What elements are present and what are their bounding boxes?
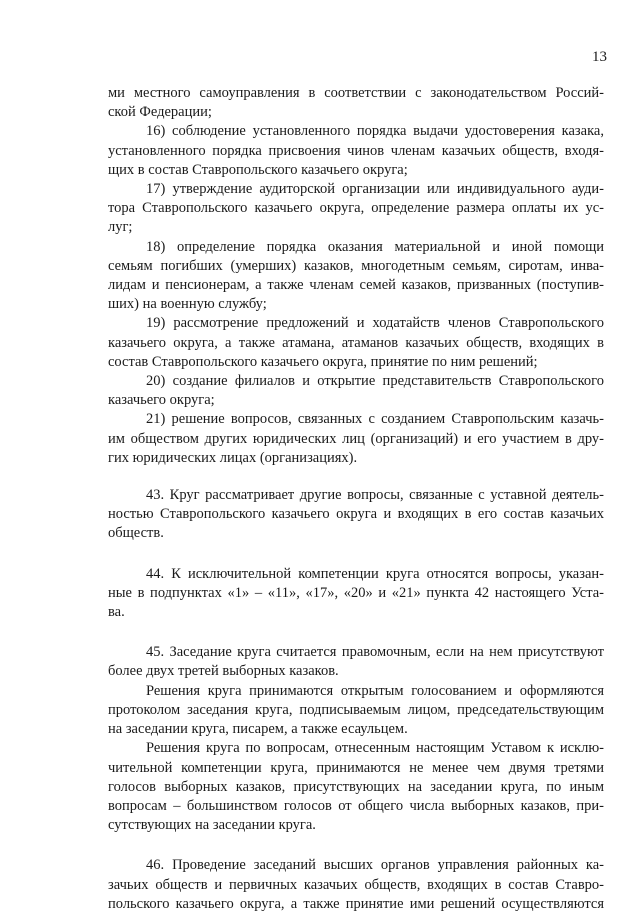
text-line: ные в подпунктах «1» – «11», «17», «20» и «21» пункта 42 настоящего Уста-	[108, 584, 604, 601]
clause-46	[108, 856, 604, 914]
text-line: щих в состав Ставропольского казачьего округа;	[108, 161, 408, 178]
text-line: Решения круга принимаются открытым голосованием и оформляются	[146, 682, 604, 699]
list-item-19	[108, 314, 604, 372]
clause-43	[108, 486, 604, 544]
text-line: луг;	[108, 219, 133, 236]
text-line: вопросам – большинством голосов от общего числа выборных казаков, при-	[108, 797, 604, 814]
text-line: казачьего округа, а также атамана, атаманов казачьих обществ, входящих в	[108, 334, 604, 351]
text-line: 19) рассмотрение предложений и ходатайств членов Ставропольского	[146, 315, 604, 332]
text-line: голосов выборных казаков, присутствующих на заседании круга, по иным	[108, 778, 604, 795]
text-line: зачьих обществ и первичных казачьих обществ, входящих в состав Ставро-	[108, 876, 604, 893]
list-item-17	[108, 180, 604, 238]
text-line: 45. Заседание круга считается правомочным, если на нем присутствуют	[146, 644, 604, 661]
text-line: им обществом других юридических лиц (организаций) и его участием в дру-	[108, 430, 604, 447]
text-line: ших) на военную службу;	[108, 296, 267, 313]
list-item-20	[108, 372, 604, 410]
text-line: обществ.	[108, 525, 164, 542]
text-line: 20) создание филиалов и открытие представительств Ставропольского	[146, 373, 604, 390]
text-line: 46. Проведение заседаний высших органов управления районных ка-	[146, 857, 604, 874]
text-line: 43. Круг рассматривает другие вопросы, связанные с уставной деятель-	[146, 487, 604, 504]
text-line: ской Федерации;	[108, 104, 212, 121]
text-line: 21) решение вопросов, связанных с созданием Ставропольским казачь-	[146, 411, 604, 428]
text-line: на заседании круга, писарем, а также есаульцем.	[108, 721, 408, 738]
text-line: состав Ставропольского казачьего округа, принятие по ним решений;	[108, 353, 538, 370]
text-line: лидам и пенсионерам, а также членам семей казаков, призванных (поступив-	[108, 277, 604, 294]
list-item-18	[108, 238, 604, 315]
clause-45-paragraph-3	[108, 739, 604, 835]
text-line: 44. К исключительной компетенции круга относятся вопросы, указан-	[146, 565, 604, 582]
text-line: ми местного самоуправления в соответствии с законодательством Россий-	[108, 85, 604, 101]
clause-44	[108, 565, 604, 623]
list-item-16	[108, 122, 604, 180]
text-line: более двух третей выборных казаков.	[108, 663, 339, 680]
text-line: 17) утверждение аудиторской организации или индивидуального ауди-	[146, 181, 604, 198]
text-line: казачьего округа;	[108, 392, 215, 409]
text-line: польского казачьего округа, а также принятие ими решений осуществляются	[108, 895, 604, 912]
text-line: тора Ставропольского казачьего округа, определение размера оплаты их ус-	[108, 200, 604, 217]
text-line: протоколом заседания круга, подписываемым лицом, председательствующим	[108, 701, 604, 718]
text-line: Решения круга по вопросам, отнесенным настоящим Уставом к исклю-	[146, 740, 604, 757]
paragraph-continuation	[108, 84, 604, 122]
page-number: 13	[592, 49, 607, 65]
list-item-21	[108, 410, 604, 468]
text-line: сутствующих на заседании круга.	[108, 817, 316, 834]
text-line: 18) определение порядка оказания материальной и иной помощи	[146, 238, 604, 255]
text-line: 16) соблюдение установленного порядка выдачи удостоверения казака,	[146, 123, 604, 140]
text-line: ва.	[108, 604, 125, 621]
text-line: гих юридических лицах (организациях).	[108, 449, 358, 466]
text-line: установленного порядка присвоения чинов членам казачьих обществ, входя-	[108, 142, 604, 159]
text-line: чительной компетенции круга, принимаются не менее чем двумя третями	[108, 759, 604, 776]
text-line: семьям погибших (умерших) казаков, многодетным семьям, сиротам, инва-	[108, 257, 604, 274]
clause-45	[108, 643, 604, 681]
text-line: ностью Ставропольского казачьего округа и входящих в его состав казачьих	[108, 506, 604, 523]
clause-45-paragraph-2	[108, 682, 604, 740]
document-body	[108, 84, 604, 914]
